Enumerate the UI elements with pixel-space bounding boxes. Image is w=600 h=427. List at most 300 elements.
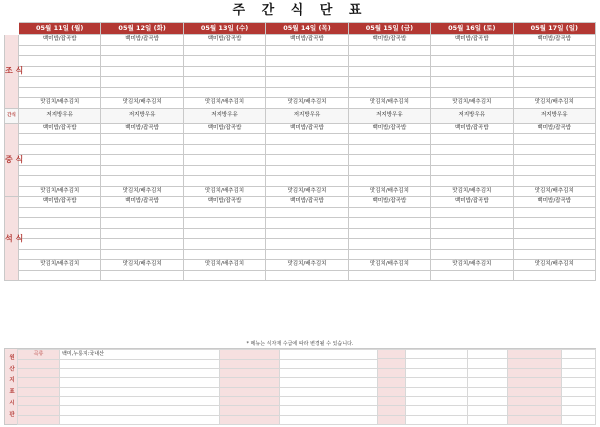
menu-cell: 맛김치/배추김치 [513, 98, 595, 109]
menu-cell [266, 165, 348, 176]
origin-detail [280, 397, 378, 406]
origin-detail [60, 378, 220, 387]
menu-cell [101, 144, 183, 155]
meal-row [5, 155, 596, 166]
origin-detail [60, 406, 220, 415]
menu-cell [431, 56, 513, 67]
menu-cell: 맛김치/배추김치 [348, 186, 430, 197]
menu-cell [513, 249, 595, 260]
day-header-row [5, 23, 596, 35]
menu-cell [101, 155, 183, 166]
menu-cell [183, 66, 265, 77]
meal-section-text: 중 식 [5, 154, 24, 164]
menu-cell [513, 165, 595, 176]
menu-cell [431, 270, 513, 281]
menu-cell: 백미밥/잡곡밥 [513, 123, 595, 134]
menu-cell [431, 77, 513, 88]
origin-detail [280, 368, 378, 377]
menu-cell [19, 77, 101, 88]
menu-cell: 저지방우유 [431, 108, 513, 123]
menu-cell [431, 218, 513, 229]
menu-cell [183, 134, 265, 145]
menu-cell: 백미밥/잡곡밥 [513, 197, 595, 208]
origin-category [468, 406, 508, 415]
menu-cell: 맛김치/배추김치 [513, 260, 595, 271]
menu-cell: 백미밥/잡곡밥 [101, 197, 183, 208]
menu-cell [513, 207, 595, 218]
menu-cell: 백미밥/잡곡밥 [266, 35, 348, 46]
origin-detail [60, 397, 220, 406]
origin-detail [60, 387, 220, 396]
menu-cell: 백미밥/잡곡밥 [266, 123, 348, 134]
origin-category [220, 350, 280, 360]
menu-cell: 백미밥/잡곡밥 [183, 197, 265, 208]
menu-cell [513, 77, 595, 88]
origin-detail: 백미,누룽지:국내산 [60, 350, 220, 360]
origin-row [18, 350, 378, 360]
origin-category [468, 350, 508, 359]
meal-section-text: 간식 [7, 112, 16, 118]
origin-row [508, 378, 596, 387]
menu-cell [348, 45, 430, 56]
menu-cell: 맛김치/배추김치 [19, 260, 101, 271]
menu-cell: 맛김치/배추김치 [183, 260, 265, 271]
origin-row [378, 406, 508, 415]
menu-cell [266, 56, 348, 67]
origin-row [378, 378, 508, 387]
meal-row [5, 45, 596, 56]
menu-cell: 맛김치/배추김치 [431, 260, 513, 271]
origin-detail [280, 350, 378, 360]
origin-detail [60, 415, 220, 424]
menu-cell [431, 176, 513, 187]
origin-category [220, 406, 280, 415]
origin-detail [60, 359, 220, 368]
menu-cell [348, 87, 430, 98]
menu-cell [431, 87, 513, 98]
menu-cell [513, 176, 595, 187]
origin-detail [406, 368, 468, 377]
origin-category [18, 397, 60, 406]
meal-row [5, 260, 596, 271]
menu-cell: 맛김치/배추김치 [266, 186, 348, 197]
menu-cell: 맛김치/배추김치 [266, 98, 348, 109]
menu-cell [348, 207, 430, 218]
meal-row [5, 239, 596, 250]
menu-cell [513, 144, 595, 155]
menu-cell: 맛김치/배추김치 [183, 186, 265, 197]
menu-cell [266, 218, 348, 229]
menu-cell: 백미밥/잡곡밥 [348, 197, 430, 208]
menu-cell: 맛김치/배추김치 [101, 260, 183, 271]
menu-cell [431, 249, 513, 260]
menu-cell [19, 165, 101, 176]
menu-cell [183, 218, 265, 229]
menu-cell [348, 249, 430, 260]
menu-cell: 백미밥/잡곡밥 [19, 35, 101, 46]
origin-detail [280, 378, 378, 387]
menu-cell [19, 144, 101, 155]
menu-cell: 맛김치/배추김치 [19, 98, 101, 109]
origin-category [508, 368, 562, 377]
origin-row [18, 378, 378, 387]
menu-cell [348, 228, 430, 239]
origin-category [468, 368, 508, 377]
menu-cell [101, 45, 183, 56]
meal-row [5, 249, 596, 260]
origin-category [468, 387, 508, 396]
menu-cell [101, 228, 183, 239]
meal-section-text: 조 식 [5, 66, 24, 76]
meal-row [5, 144, 596, 155]
menu-cell [101, 77, 183, 88]
origin-category [18, 368, 60, 377]
menu-table [4, 22, 596, 281]
menu-cell: 맛김치/배추김치 [348, 98, 430, 109]
menu-cell [513, 270, 595, 281]
menu-cell [183, 77, 265, 88]
menu-cell [101, 56, 183, 67]
menu-cell: 백미밥/잡곡밥 [183, 35, 265, 46]
origin-table-main [17, 349, 378, 425]
origin-table-misc [507, 349, 596, 425]
menu-cell: 저지방우유 [183, 108, 265, 123]
meal-row [5, 66, 596, 77]
menu-cell: 백미밥/잡곡밥 [348, 123, 430, 134]
origin-category [220, 387, 280, 396]
menu-cell: 백미밥/잡곡밥 [19, 197, 101, 208]
meal-row [5, 35, 596, 46]
snack-row [5, 108, 596, 123]
menu-cell [348, 176, 430, 187]
menu-cell [348, 155, 430, 166]
page-title: 주 간 식 단 표 [232, 3, 368, 18]
menu-cell [101, 176, 183, 187]
menu-cell [183, 270, 265, 281]
meal-section-label [5, 108, 19, 123]
menu-cell [431, 134, 513, 145]
origin-detail [406, 406, 468, 415]
menu-cell [513, 228, 595, 239]
menu-cell [19, 228, 101, 239]
meal-row [5, 56, 596, 67]
menu-cell: 맛김치/배추김치 [513, 186, 595, 197]
day-header: 05월 12일 (화) [101, 23, 183, 35]
menu-cell: 백미밥/잡곡밥 [348, 35, 430, 46]
origin-row [378, 396, 508, 405]
menu-cell: 맛김치/배추김치 [101, 186, 183, 197]
menu-cell [183, 249, 265, 260]
menu-cell [266, 134, 348, 145]
origin-category [468, 378, 508, 387]
menu-cell [348, 165, 430, 176]
menu-cell: 백미밥/잡곡밥 [101, 123, 183, 134]
menu-cell: 저지방우유 [513, 108, 595, 123]
menu-cell [101, 239, 183, 250]
menu-cell [19, 218, 101, 229]
origin-row [378, 387, 508, 396]
meal-row [5, 207, 596, 218]
meal-row [5, 77, 596, 88]
menu-cell [19, 155, 101, 166]
menu-cell: 맛김치/배추김치 [266, 260, 348, 271]
origin-row [378, 415, 508, 424]
meal-row [5, 176, 596, 187]
origin-category [468, 396, 508, 405]
meal-row [5, 123, 596, 134]
origin-category [220, 378, 280, 387]
origin-row [508, 396, 596, 405]
origin-row [508, 406, 596, 415]
origin-row [508, 387, 596, 396]
menu-cell: 저지방우유 [348, 108, 430, 123]
menu-cell [348, 134, 430, 145]
menu-cell [266, 239, 348, 250]
origin-category [468, 415, 508, 424]
origin-category [18, 406, 60, 415]
day-header: 05월 15일 (금) [348, 23, 430, 35]
origin-row [18, 368, 378, 377]
menu-cell: 백미밥/잡곡밥 [513, 35, 595, 46]
meal-row [5, 98, 596, 109]
origin-detail [406, 396, 468, 405]
menu-cell: 백미밥/잡곡밥 [19, 123, 101, 134]
menu-cell [183, 165, 265, 176]
origin-row [378, 359, 508, 368]
menu-cell [431, 228, 513, 239]
menu-cell: 백미밥/잡곡밥 [431, 197, 513, 208]
menu-cell [431, 144, 513, 155]
menu-cell [266, 228, 348, 239]
origin-category [18, 387, 60, 396]
menu-cell [183, 155, 265, 166]
origin-row [18, 387, 378, 396]
origin-detail [562, 359, 596, 368]
origin-category [378, 396, 406, 405]
menu-cell [266, 249, 348, 260]
menu-cell [431, 207, 513, 218]
origin-category [18, 359, 60, 368]
origin-detail [406, 359, 468, 368]
menu-cell [101, 165, 183, 176]
menu-cell [431, 66, 513, 77]
origin-category [220, 415, 280, 424]
menu-cell [183, 56, 265, 67]
menu-cell [513, 134, 595, 145]
origin-detail [406, 350, 468, 359]
menu-cell [101, 66, 183, 77]
menu-cell [513, 45, 595, 56]
origin-category [378, 359, 406, 368]
origin-row [18, 406, 378, 415]
meal-row [5, 270, 596, 281]
menu-cell [19, 56, 101, 67]
origin-category [18, 415, 60, 424]
menu-cell [513, 239, 595, 250]
menu-cell [183, 176, 265, 187]
menu-cell [513, 56, 595, 67]
origin-row [508, 415, 596, 424]
origin-detail [280, 406, 378, 415]
origin-row [18, 397, 378, 406]
menu-cell [431, 155, 513, 166]
menu-cell [431, 165, 513, 176]
origin-table-seafood [377, 349, 508, 425]
menu-cell [101, 270, 183, 281]
origin-detail [280, 359, 378, 368]
origin-category [378, 387, 406, 396]
menu-cell [19, 66, 101, 77]
origin-category [220, 397, 280, 406]
meal-section-label [5, 123, 24, 197]
origin-category [508, 396, 562, 405]
origin-row [378, 368, 508, 377]
menu-cell: 백미밥/잡곡밥 [266, 197, 348, 208]
origin-row [18, 415, 378, 424]
menu-cell [183, 228, 265, 239]
origin-detail [280, 415, 378, 424]
menu-cell [19, 134, 101, 145]
menu-cell: 저지방우유 [101, 108, 183, 123]
origin-detail [562, 350, 596, 359]
origin-category [508, 415, 562, 424]
menu-note: * 메뉴는 식자재 수급에 따라 변경될 수 있습니다. [246, 341, 354, 347]
menu-cell [348, 66, 430, 77]
menu-cell [19, 87, 101, 98]
origin-detail [406, 387, 468, 396]
menu-body [5, 35, 596, 281]
origin-row [508, 368, 596, 377]
menu-cell: 백미밥/잡곡밥 [101, 35, 183, 46]
origin-category [378, 378, 406, 387]
menu-cell [513, 66, 595, 77]
meal-row [5, 186, 596, 197]
menu-cell [101, 207, 183, 218]
meal-row [5, 165, 596, 176]
menu-cell [101, 218, 183, 229]
menu-cell [19, 270, 101, 281]
menu-cell [266, 77, 348, 88]
origin-category [220, 368, 280, 377]
menu-cell [348, 144, 430, 155]
origin-category [508, 387, 562, 396]
menu-cell: 맛김치/배추김치 [431, 98, 513, 109]
origin-row [18, 359, 378, 368]
menu-cell: 맛김치/배추김치 [101, 98, 183, 109]
menu-cell [513, 87, 595, 98]
menu-cell [513, 155, 595, 166]
meal-section-text: 석 식 [5, 233, 24, 243]
origin-category [378, 415, 406, 424]
origin-category [508, 359, 562, 368]
menu-cell [266, 66, 348, 77]
origin-row [508, 359, 596, 368]
meal-row [5, 228, 596, 239]
origin-detail [562, 368, 596, 377]
origin-detail [562, 387, 596, 396]
menu-cell [348, 270, 430, 281]
origin-detail [562, 406, 596, 415]
menu-cell [19, 239, 101, 250]
menu-cell [19, 207, 101, 218]
menu-cell [19, 176, 101, 187]
menu-cell [266, 87, 348, 98]
origin-category [18, 378, 60, 387]
origin-category [220, 359, 280, 368]
day-header: 05월 14일 (목) [266, 23, 348, 35]
menu-cell: 저지방우유 [266, 108, 348, 123]
menu-cell [266, 207, 348, 218]
day-header: 05월 17일 (일) [513, 23, 595, 35]
origin-row [378, 350, 508, 359]
origin-category: 곡류 [18, 350, 60, 360]
menu-cell: 백미밥/잡곡밥 [431, 123, 513, 134]
meal-row [5, 87, 596, 98]
origin-category [378, 350, 406, 359]
origin-category [508, 350, 562, 359]
menu-cell [183, 207, 265, 218]
menu-cell [266, 155, 348, 166]
menu-cell [19, 45, 101, 56]
origin-detail [562, 415, 596, 424]
origin-detail [406, 415, 468, 424]
origin-detail [562, 396, 596, 405]
menu-cell [266, 270, 348, 281]
menu-cell: 백미밥/잡곡밥 [183, 123, 265, 134]
menu-cell [19, 249, 101, 260]
menu-cell [431, 239, 513, 250]
origin-detail [562, 378, 596, 387]
menu-cell: 저지방우유 [19, 108, 101, 123]
menu-cell: 맛김치/배추김치 [183, 98, 265, 109]
menu-cell [348, 77, 430, 88]
origin-category [508, 406, 562, 415]
menu-cell [101, 134, 183, 145]
origin-category [378, 368, 406, 377]
menu-cell: 맛김치/배추김치 [348, 260, 430, 271]
menu-cell [183, 87, 265, 98]
origin-category [468, 359, 508, 368]
menu-cell: 맛김치/배추김치 [431, 186, 513, 197]
origin-detail [60, 368, 220, 377]
day-header: 05월 13일 (수) [183, 23, 265, 35]
origin-category [508, 378, 562, 387]
day-header: 05월 16일 (토) [431, 23, 513, 35]
menu-cell: 백미밥/잡곡밥 [431, 35, 513, 46]
meal-row [5, 218, 596, 229]
meal-row [5, 134, 596, 145]
menu-cell [348, 218, 430, 229]
menu-cell [101, 249, 183, 260]
origin-panel [4, 348, 596, 425]
menu-cell [348, 239, 430, 250]
meal-section-label [5, 197, 24, 281]
meal-row [5, 197, 596, 208]
origin-row [508, 350, 596, 359]
menu-cell [266, 144, 348, 155]
header-corner [5, 23, 19, 35]
menu-cell [266, 45, 348, 56]
menu-cell [101, 87, 183, 98]
origin-side-label: 원 산 지 표 시 판 [5, 349, 17, 424]
origin-category [378, 406, 406, 415]
origin-detail [280, 387, 378, 396]
menu-cell: 맛김치/배추김치 [19, 186, 101, 197]
menu-cell [183, 45, 265, 56]
day-header: 05월 11일 (월) [19, 23, 101, 35]
meal-section-label [5, 35, 24, 109]
menu-cell [266, 176, 348, 187]
